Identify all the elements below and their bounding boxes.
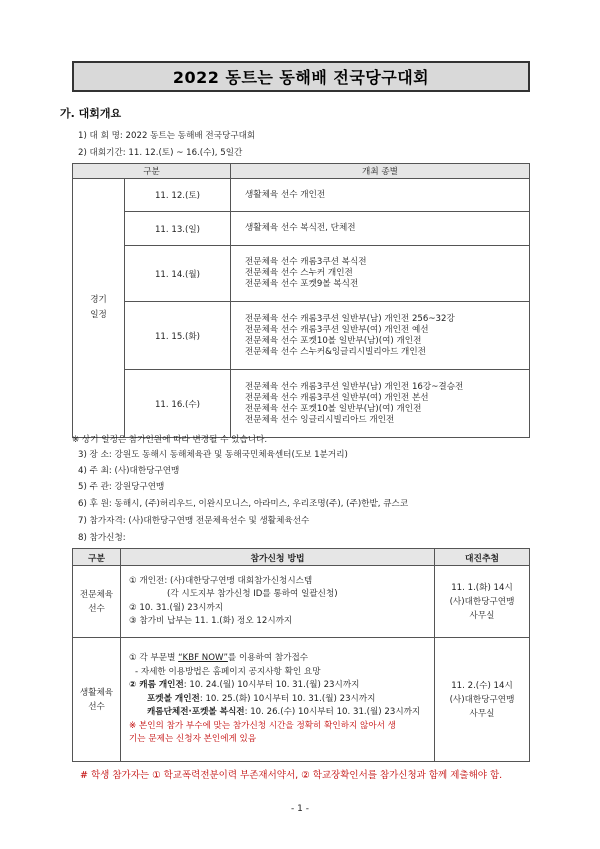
carom-individual-period: : 10. 24.(월) 10시부터 10. 31.(월) 23시까지	[183, 680, 360, 691]
carom-individual-label: ② 캐롬 개인전	[129, 680, 184, 691]
schedule-group-label-1: 경기	[90, 295, 107, 305]
schedule-date: 11. 14.(월)	[125, 246, 231, 302]
info-item-organizer: 5) 주 관: 강원당구연맹	[78, 482, 165, 492]
schedule-event: 전문체육 선수 포켓9볼 복식전	[245, 279, 359, 289]
registration-pro-label	[73, 566, 121, 638]
amateur-warning-line: ※ 본인의 참가 부수에 맞는 참가신청 시간을 정확히 확인하지 않아서 생	[129, 720, 396, 731]
pro-method-line: ② 10. 31.(월) 23시까지	[129, 602, 224, 613]
schedule-events	[231, 212, 530, 246]
registration-table	[72, 548, 530, 762]
info-item-registration: 8) 참가신청:	[78, 533, 126, 543]
schedule-row	[73, 212, 530, 246]
pro-method-line: ③ 참가비 납부는 11. 1.(화) 정오 12시까지	[129, 616, 293, 626]
registration-amateur-draw	[435, 638, 530, 762]
schedule-date: 11. 12.(토)	[125, 179, 231, 212]
pocket-individual-label: 포켓볼 개인전	[147, 693, 200, 704]
info-item-host: 4) 주 최: (사)대한당구연맹	[78, 466, 180, 476]
info-item-venue: 3) 장 소: 강원도 동해시 동해체육관 및 동해국민체육센터(도보 1분거리)	[78, 450, 348, 460]
overview-item-1: 1) 대 회 명: 2022 동트는 동해배 전국당구대회	[78, 131, 256, 141]
schedule-row	[73, 370, 530, 438]
schedule-event: 전문체육 선수 스누커&잉글리시빌리아드 개인전	[245, 346, 426, 357]
pro-method-line: (각 시도지부 참가신청 ID를 통하여 일괄신청)	[167, 589, 338, 599]
info-item-eligibility: 7) 참가자격: (사)대한당구연맹 전문체육선수 및 생활체육선수	[78, 516, 310, 526]
pro-draw-org: (사)대한당구연맹	[449, 596, 515, 607]
amateur-draw-date: 11. 2.(수) 14시	[451, 680, 513, 691]
schedule-events	[231, 246, 530, 302]
schedule-col-group: 구분	[73, 164, 231, 179]
team-doubles-label: 캐롬단체전·포켓볼 복식전	[147, 707, 245, 718]
schedule-event: 생활체육 선수 개인전	[245, 189, 326, 200]
registration-amateur-method	[121, 638, 435, 762]
pro-draw-date: 11. 1.(화) 14시	[451, 582, 513, 593]
pocket-individual-period: : 10. 25.(화) 10시부터 10. 31.(월) 23시까지	[199, 693, 376, 704]
schedule-col-events: 개최 종별	[231, 164, 530, 179]
schedule-event: 전문체육 선수 캐롬3쿠션 일반부(여) 개인전 본선	[245, 392, 429, 403]
amateur-method-line	[129, 679, 430, 693]
schedule-events	[231, 179, 530, 212]
schedule-date: 11. 16.(수)	[125, 370, 231, 438]
schedule-event: 전문체육 선수 캐롬3쿠션 일반부(남) 개인전 256~32강	[245, 313, 455, 324]
registration-col-group: 구분	[73, 549, 121, 566]
pro-method-line: ① 개인전: (사)대한당구연맹 대회참가신청시스템	[129, 575, 313, 586]
schedule-event: 전문체육 선수 캐롬3쿠션 복식전	[245, 257, 367, 267]
schedule-group-label-2: 일정	[90, 310, 107, 320]
team-doubles-period: : 10. 26.(수) 10시부터 10. 31.(월) 23시까지	[244, 707, 421, 718]
registration-pro-draw	[435, 566, 530, 638]
schedule-event: 전문체육 선수 포켓10볼 일반부(남)(여) 개인전	[245, 335, 422, 346]
amateur-line1-pre: ① 각 부문별	[129, 653, 179, 664]
registration-row-amateur	[73, 638, 530, 762]
amateur-method-line	[129, 693, 430, 707]
student-footnote: # 학생 참가자는 ① 학교폭력전분이력 부존재서약서, ② 학교장확인서를 참가신청과 함께 제출해야 함.	[80, 770, 503, 781]
schedule-date: 11. 15.(화)	[125, 302, 231, 370]
schedule-event: 전문체육 선수 캐롬3쿠션 일반부(여) 개인전 예선	[245, 324, 429, 335]
amateur-method-line	[129, 652, 430, 666]
schedule-event: 전문체육 선수 캐롬3쿠션 일반부(남) 개인전 16강~결승전	[245, 381, 464, 392]
schedule-events	[231, 302, 530, 370]
pro-draw-place: 사무실	[469, 610, 495, 621]
schedule-events	[231, 370, 530, 438]
schedule-event: 전문체육 선수 잉글리시빌리아드 개인전	[245, 414, 395, 425]
schedule-group-cell	[73, 179, 125, 438]
pro-label-2: 선수	[88, 603, 105, 614]
schedule-row	[73, 179, 530, 212]
amateur-method-line: - 자세한 이용방법은 홈페이지 공지사항 확인 요망	[135, 666, 321, 677]
amateur-label-2: 선수	[88, 701, 105, 712]
pro-label-1: 전문체육	[79, 589, 114, 600]
document-title: 2022 동트는 동해배 전국당구대회	[172, 68, 430, 87]
registration-amateur-label	[73, 638, 121, 762]
schedule-date: 11. 13.(일)	[125, 212, 231, 246]
amateur-method-line	[129, 706, 430, 720]
amateur-draw-place: 사무실	[469, 708, 495, 719]
section-heading: 가. 대회개요	[60, 107, 122, 120]
amateur-label-1: 생활체육	[79, 687, 114, 698]
overview-item-2: 2) 대회기간: 11. 12.(토) ~ 16.(수), 5일간	[78, 148, 243, 158]
schedule-row	[73, 246, 530, 302]
schedule-event: 생활체육 선수 복식전, 단체전	[245, 223, 356, 233]
schedule-table	[72, 163, 530, 438]
registration-pro-method	[121, 566, 435, 638]
schedule-header-row	[73, 164, 530, 179]
kbf-now-link[interactable]: “KBF NOW”	[178, 653, 228, 664]
schedule-row	[73, 302, 530, 370]
schedule-event: 전문체육 선수 포켓10볼 일반부(남)(여) 개인전	[245, 403, 422, 414]
schedule-event: 전문체육 선수 스누커 개인전	[245, 268, 353, 278]
registration-header-row	[73, 549, 530, 566]
registration-row-pro	[73, 566, 530, 638]
registration-col-method: 참가신청 방법	[121, 549, 435, 566]
info-item-sponsors: 6) 후 원: 동해시, (주)허리우드, 이완시모니스, 아라미스, 우리조명(주), (주)한밭, 큐스코	[78, 499, 409, 509]
amateur-warning-line: 기는 문제는 신청자 본인에게 있음	[129, 734, 257, 745]
registration-col-draw: 대진추첨	[435, 549, 530, 566]
amateur-line1-post: 를 이용하여 참가접수	[227, 653, 309, 664]
amateur-draw-org: (사)대한당구연맹	[449, 694, 515, 705]
schedule-note: ※ 상기 일정은 참가인원에 따라 변경될 수 있습니다.	[72, 435, 268, 445]
document-title-box	[72, 61, 530, 92]
page-number: - 1 -	[291, 804, 309, 814]
